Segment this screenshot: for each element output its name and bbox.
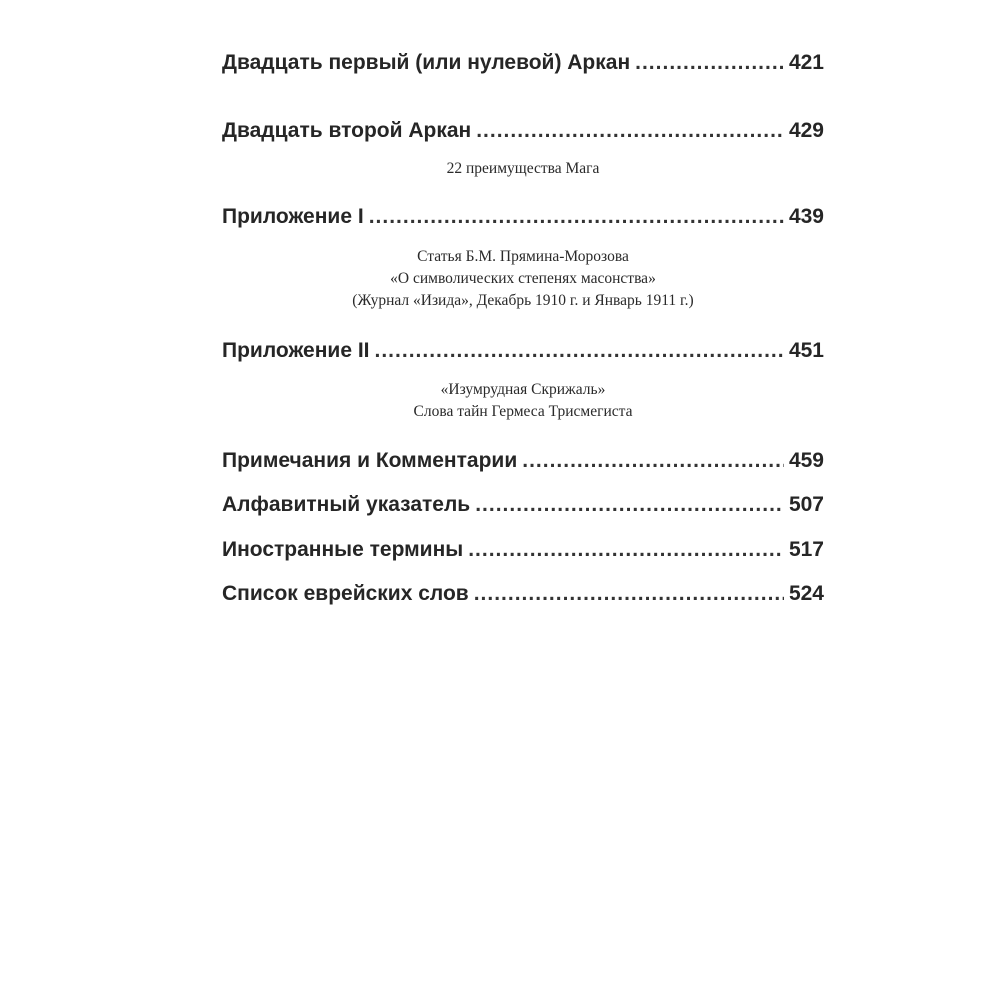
toc-entry-title: Примечания и Комментарии — [222, 449, 518, 472]
toc-entry-appendix-2 — [222, 336, 824, 366]
toc-entry-foreign-terms — [222, 535, 824, 565]
dot-leader — [476, 116, 784, 146]
toc-entry-page-number: 439 — [788, 205, 824, 228]
subtitle-line: «О символических степенях масонства» — [390, 270, 656, 287]
toc-entry-page-number: 421 — [788, 51, 824, 74]
toc-entry-hebrew-words — [222, 579, 824, 609]
toc-entry-title: Алфавитный указатель — [222, 493, 471, 516]
toc-entry-title: Приложение II — [222, 339, 370, 362]
toc-subtitle-arcana-22 — [222, 158, 824, 180]
toc-entry-page-number: 524 — [788, 582, 824, 605]
toc-entry-page-number: 507 — [788, 493, 824, 516]
dot-leader — [375, 336, 784, 366]
subtitle-line: (Журнал «Изида», Декабрь 1910 г. и Январь 1911 г.) — [352, 292, 694, 309]
toc-entry-title: Список еврейских слов — [222, 582, 469, 605]
subtitle-line: «Изумрудная Скрижаль» — [440, 381, 606, 398]
dot-leader — [474, 579, 784, 609]
toc-entry-title: Иностранные термины — [222, 538, 464, 561]
toc-entry-title: Приложение I — [222, 205, 364, 228]
toc-entry-appendix-1 — [222, 202, 824, 232]
dot-leader — [522, 446, 784, 476]
toc-entry-page-number: 451 — [788, 339, 824, 362]
toc-entry-page-number: 517 — [788, 538, 824, 561]
dot-leader — [369, 202, 784, 232]
toc-entry-title: Двадцать второй Аркан — [222, 119, 472, 142]
toc-entry-arcana-21 — [222, 48, 824, 78]
dot-leader — [635, 48, 784, 78]
toc-subtitle-appendix-2 — [222, 379, 824, 423]
toc-entry-notes — [222, 446, 824, 476]
toc-subtitle-appendix-1 — [222, 246, 824, 312]
subtitle-line: 22 преимущества Мага — [446, 160, 600, 177]
toc-entry-index — [222, 490, 824, 520]
toc-entry-page-number: 459 — [788, 449, 824, 472]
subtitle-line: Слова тайн Гермеса Трисмегиста — [413, 403, 633, 420]
subtitle-line: Статья Б.М. Прямина-Морозова — [417, 248, 629, 265]
dot-leader — [475, 490, 784, 520]
dot-leader — [468, 535, 784, 565]
toc-entry-arcana-22 — [222, 116, 824, 146]
toc-entry-page-number: 429 — [788, 119, 824, 142]
toc-entry-title: Двадцать первый (или нулевой) Аркан — [222, 51, 631, 74]
